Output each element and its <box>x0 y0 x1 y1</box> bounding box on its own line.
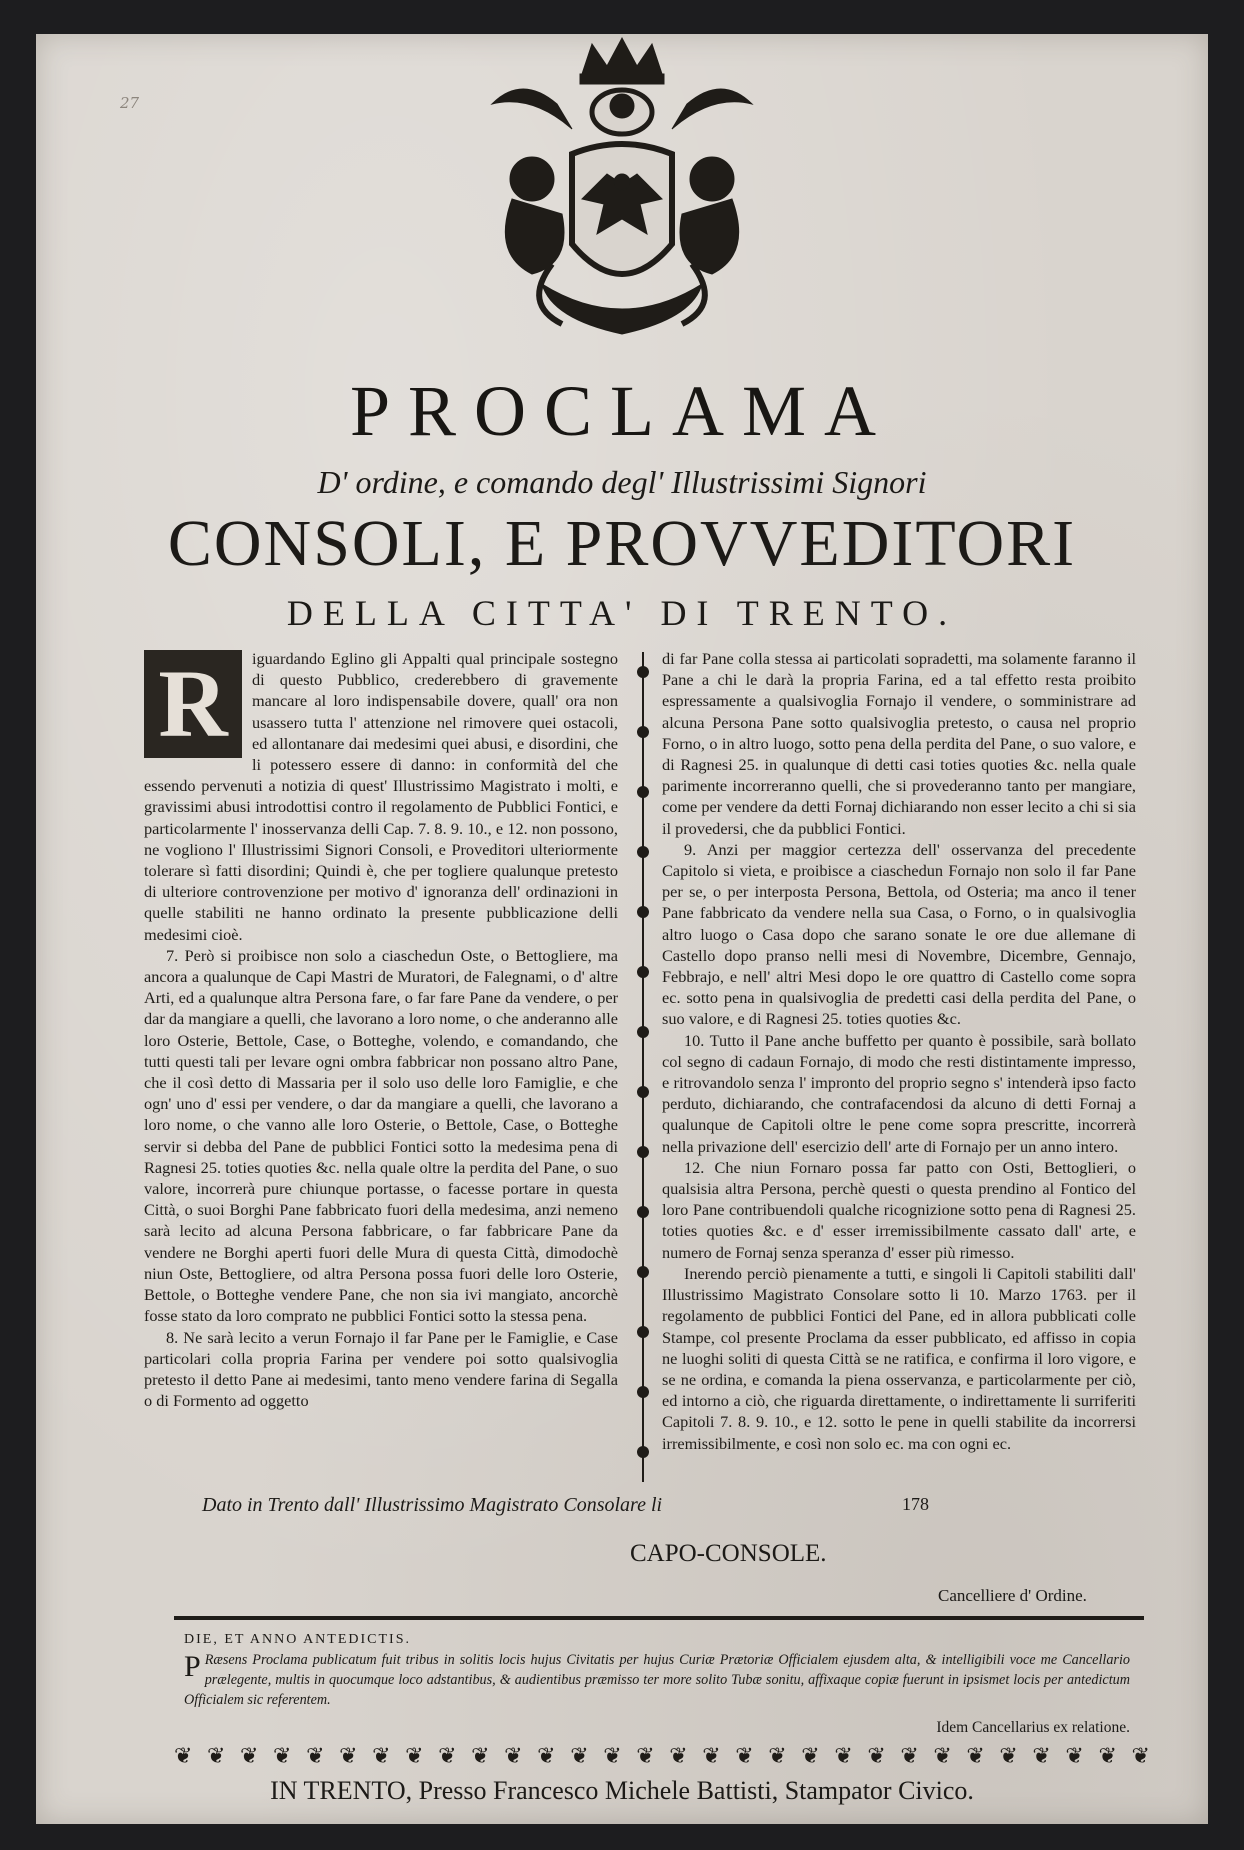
issuers-title: CONSOLI, E PROVVEDITORI <box>167 507 1077 580</box>
ornament-icon: ❦ <box>306 1744 325 1769</box>
left-column <box>144 648 618 1411</box>
publication-relation <box>184 1630 1130 1738</box>
paragraph-chapter-9: 9. Anzi per maggior certezza dell' osservanza del precedente Capitolo si vieta, e proibisce a ciaschedun Fornajo non solo il far Pane per se, o per interposta Persona, Bettola, od Osteria; ma anco il tener Pane fabbricato da vendere nella sua Casa, o Forno, o in qualsivoglia altro luogo o Casa dopo che sarano sonate le ore due allemane di Castello dopo pranso nelli mesi di Novembre, Dicembre, Gennajo, Febbrajo, e nell' altri Mesi dopo le ore quattro di Castello come sopra ec. sotto pena in qualsivoglia de predetti casi della perdita del Pane, o suo valore, e di Ragnesi 25. toties quoties &c. <box>662 839 1136 1029</box>
ornament-icon: ❦ <box>537 1744 556 1769</box>
ornament-icon: ❦ <box>1098 1744 1117 1769</box>
ornament-icon: ❦ <box>1065 1744 1084 1769</box>
paragraph-chapter-10: 10. Tutto il Pane anche buffetto per quanto è possibile, sarà bollato col segno di cadaun Fornajo, di modo che resti distintamente impresso, e ritrovandolo senza l' impronto del proprio segno s' intenderà ipso facto perduto, dichiarando, che contrafacendosi da alcuno di detti Fornaj a qualunque de Capitoli oltre le pene come sopra prescritte, incorrerà nella privazione dell' esercizio dell' arte di Fornajo per un anno intero. <box>662 1030 1136 1156</box>
ornament-icon: ❦ <box>405 1744 424 1769</box>
cancelliere-signature: Cancelliere d' Ordine. <box>938 1586 1087 1605</box>
horizontal-rule <box>174 1616 1144 1620</box>
ornament-icon: ❦ <box>768 1744 787 1769</box>
ornament-icon: ❦ <box>240 1744 259 1769</box>
relation-initial: P <box>184 1650 201 1683</box>
ornament-icon: ❦ <box>1032 1744 1051 1769</box>
paragraph-chapter-12: 12. Che niun Fornaro possa far patto con Osti, Bettoglieri, o qualsisia altra Persona, perchè questi o questa prendino al Fontico del loro Pane contribuendoli qualche ricognizione sotto pena di Ragnesi 25. toties quoties &c. e d' esser irremissibilmente cassato dall' arte, e numero de Fornaj senza speranza d' esser più rimesso. <box>662 1157 1136 1262</box>
printer-imprint: IN TRENTO, Presso Francesco Michele Battisti, Stampator Civico. <box>270 1776 974 1805</box>
paragraph-intro: iguardando Eglino gli Appalti qual principale sostegno di questo Pubblico, crederebbero di gravemente mancare al loro indispensabile dovere, quall' ora non usassero tutta l' attenzione nel rimovere quei ostacoli, ed allontanare dai medesimi quei abusi, e disordini, che li potessero essere di danno: in conformità del che essendo pervenuti a notizia di quest' Illustrissimo Magistrato i molti, e gravissimi abusi introdottisi contro il regolamento de Pubblici Fontici, e particolarmente l' inosservanza delli Cap. 7. 8. 9. 10., e 12. non possono, ne vogliono l' Illustrissimi Signori Consoli, e Proveditori ulteriormente tolerare sì fatti disordini; Quindi è, che per togliere qualunque pretesto di ulteriore controvenzione per motivo d' ignoranza dell' ordinazioni in quelle stabiliti ne hanno ordinato la presente pubblicazione delli medesimi cioè. <box>144 649 618 944</box>
ornamental-column-divider <box>628 652 658 1482</box>
ornament-icon: ❦ <box>207 1744 226 1769</box>
proclamation-title: PROCLAMA <box>349 371 895 451</box>
paragraph-chapter-8-cont: di far Pane colla stessa ai particolati sopradetti, ma solamente faranno il Pane a chi le darà la propria Farina, ed a tal effetto resta proibito espressamente a qualsivoglia Fornajo il vendere, o somministrare ad alcuna Persona Pane sotto qualsivoglia pretesto, o causa nel proprio Forno, o in altro luogo, sotto pena della perdita del Pane, o suo valore, e di Ragnesi 25. in qualunque di detti casi toties quoties &c. nella quale parimente incorreranno quelli, che si provederanno tanto per mangiare, come per vendere da detti Fornaj dichiarando non esser lecito a chi si sia il provedersi, che da pubblici Fontici. <box>662 649 1136 838</box>
ornament-icon: ❦ <box>702 1744 721 1769</box>
ornament-border <box>174 1744 1150 1770</box>
relation-signature: Idem Cancellarius ex relatione. <box>936 1719 1130 1736</box>
proclamation-subtitle: D' ordine, e comando degl' Illustrissimi Signori <box>317 464 927 500</box>
ornament-icon: ❦ <box>636 1744 655 1769</box>
ornament-icon: ❦ <box>174 1744 193 1769</box>
ornament-icon: ❦ <box>867 1744 886 1769</box>
ornament-icon: ❦ <box>372 1744 391 1769</box>
proclamation-sheet <box>36 34 1208 1824</box>
ornament-icon: ❦ <box>834 1744 853 1769</box>
relation-text: Ræsens Proclama publicatum fuit tribus in solitis locis hujus Civitatis per hujus Curiæ Prætoriæ Officialem ejusdem alta, & intelligibili voce me Cancellario prælegente, multis in quocumque loco adstantibus, & audientibus præmisso ter more solito Tubæ sonitu, affixaque copiæ fuerunt in ipsismet locis per antedictum Officialem sic referentem. <box>184 1652 1130 1708</box>
ornament-icon: ❦ <box>999 1744 1018 1769</box>
ornament-icon: ❦ <box>603 1744 622 1769</box>
relation-heading: DIE, ET ANNO ANTEDICTIS. <box>184 1632 412 1647</box>
paragraph-chapter-7: 7. Però si proibisce non solo a ciaschedun Oste, o Bettogliere, ma ancora a qualunque de Capi Mastri de Muratori, de Falegnami, o d' altre Arti, ed a qualunque altra Persona fare, o far fare Pane da vendere, o per dar da mangiare a quelli, che lavorano a loro nome, o che anderanno alle loro Osterie, Bettole, Case, o Botteghe, volendo, e comandando, che tutti questi tali per levare ogni ombra fabbricar non possano altro Pane, che il così detto di Massaria per il solo uso delle loro Famiglie, e che ogn' uno d' essi per vendere, o dar da mangiare a quelli, che lavorano a loro nome, o che vanno alle loro Osterie, o Bettole, Case, o Botteghe servir si debba del Pane de pubblici Fontici sotto la medesima pena di Ragnesi 25. toties quoties &c. nella quale oltre la perdita del Pane, o suo valore, incorrerà pure chiunque portasse, o facesse portare in questa Città, o suoi Borghi Pane fabbricato fuori della medesima, anzi nemeno sarà lecito ad alcuna Persona fabbricare, o far fabbricare Pane da vendere ne Borghi aperti fuori delle Mura di questa Città, dimodochè niun Oste, Bettogliere, od altra Persona possa fuori delle loro Osterie, Bettole, o Botteghe vendere Pane, che non sia ivi mangiato, ancorchè fosse stato da loro comprato ne pubblici Fontici sotto la stessa pena. <box>144 945 618 1326</box>
ornament-icon: ❦ <box>273 1744 292 1769</box>
pencil-note: 27 <box>120 94 140 112</box>
decorated-initial <box>144 650 242 758</box>
ornament-icon: ❦ <box>504 1744 523 1769</box>
paragraph-conclusion: Inerendo perciò pienamente a tutti, e singoli li Capitoli stabiliti dall' Illustrissimo Magistrato Consolare sotto li 10. Marzo 1763. per il regolamento de pubblici Fontici del Pane, ed in allora pubblicati colle Stampe, col presente Proclama da esser pubblicato, ed affisso in copia ne luoghi soliti di questa Città se ne ratifica, e confirma il loro vigore, e se ne ordina, e comanda la piena osservanza, e particolarmente per ciò, ed intorno a ciò, che riguarda direttamente, o indirettamente li surriferiti Capitoli 7. 8. 9. 10., e 12. sotto le pene in quelli stabilite da incorrersi irremissibilmente, e così non solo ec. ma con ogni ec. <box>662 1263 1136 1453</box>
ornament-icon: ❦ <box>438 1744 457 1769</box>
ornament-icon: ❦ <box>801 1744 820 1769</box>
ornament-icon: ❦ <box>900 1744 919 1769</box>
ornament-icon: ❦ <box>1131 1744 1150 1769</box>
ornament-icon: ❦ <box>570 1744 589 1769</box>
ornament-icon: ❦ <box>471 1744 490 1769</box>
paragraph-chapter-8: 8. Ne sarà lecito a verun Fornajo il far Pane per le Famiglie, e Case particolari colla propria Farina per vendere poi sotto qualsivoglia pretesto il detto Pane ai medesimi, tanto meno vendere farina di Segalla o di Formento ad oggetto <box>144 1327 618 1411</box>
dated-line: Dato in Trento dall' Illustrissimo Magistrato Consolare li <box>202 1494 663 1516</box>
coat-of-arms-emblem <box>462 34 782 354</box>
ornament-icon: ❦ <box>339 1744 358 1769</box>
ornament-icon: ❦ <box>735 1744 754 1769</box>
capo-console-signature: CAPO-CONSOLE. <box>630 1540 827 1567</box>
ornament-icon: ❦ <box>669 1744 688 1769</box>
city-title: DELLA CITTA' DI TRENTO. <box>286 593 958 633</box>
date-year: 178 <box>902 1494 929 1514</box>
right-column <box>662 648 1136 1454</box>
ornament-icon: ❦ <box>966 1744 985 1769</box>
ornament-icon: ❦ <box>933 1744 952 1769</box>
decorated-initial-letter: R <box>158 650 228 757</box>
